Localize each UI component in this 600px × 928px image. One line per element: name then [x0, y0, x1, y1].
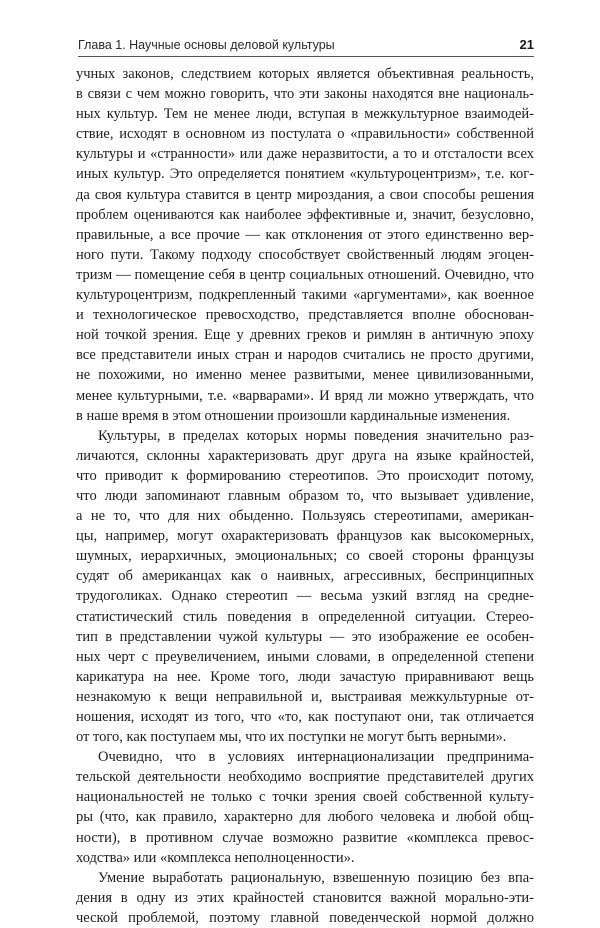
text-line: что приводит к формированию стереотипов. Это происходит потому, — [76, 467, 534, 484]
text-line: ного пути. Такому подходу способствует свойственный людям эгоцен- — [76, 246, 534, 263]
text-line: трудоголиках. Однако стереотип — весьма узкий взгляд на средне- — [76, 588, 534, 605]
text-line: не похожими, но именно менее развитыми, менее цивилизованными, — [76, 367, 534, 384]
text-line: ствие, исходят в основном из постулата о «правильности» собственной — [76, 126, 534, 143]
text-line: менее культурными, т.е. «варварами». И вряд ли можно утверждать, что — [76, 387, 534, 404]
text-line: цы, например, могут охарактеризовать французов как высокомерных, — [76, 528, 534, 545]
text-line: ной точкой зрения. Еще у древних греков и римлян в античную эпоху — [76, 327, 534, 344]
text-line: иных культур. Это определяется понятием «культуроцентризм», т.е. ког- — [76, 166, 534, 183]
text-line: Культуры, в пределах которых нормы поведения значительно раз- — [98, 427, 534, 444]
text-line: Умение выработать рациональную, взвешенную позицию без впа- — [98, 869, 534, 886]
text-line: ры (что, как правило, характерно для любого человека и любой общ- — [76, 809, 534, 826]
text-line: что люди запоминают главным образом то, что вызывает удивление, — [76, 487, 534, 504]
text-line: тельской деятельности необходимо восприятие представителей других — [76, 769, 534, 786]
text-line: ных черт с преувеличением, иными словами, в определенной степени — [76, 648, 534, 665]
text-line: национальностей не только с точки зрения своей собственной культу- — [76, 789, 534, 806]
text-line: от того, как поступаем мы, что их поступки не могут быть верными». — [76, 729, 507, 746]
text-line: незнакомую к вещи неправильной и, выстраивая межкультурные от- — [76, 688, 534, 705]
body-text — [76, 64, 534, 928]
text-line: в связи с чем можно говорить, что эти законы находятся вне националь- — [76, 86, 534, 103]
text-line: дения в одну из этих крайностей становится важной морально-эти- — [76, 889, 534, 906]
text-line: личаются, склонны характеризовать друг друга на языке крайностей, — [76, 447, 534, 464]
text-line: тип в представлении чужой культуры — это изображение ее особен- — [76, 628, 534, 645]
text-line: культуроцентризм, подкрепленный такими «аргументами», как военное — [76, 287, 534, 304]
text-line: Очевидно, что в условиях интернационализации предпринима- — [98, 749, 534, 766]
text-line: культуры и «странности» или даже неразвитости, а то и отсталости всех — [76, 146, 534, 163]
chapter-title: Глава 1. Научные основы деловой культуры — [78, 38, 335, 52]
page-number: 21 — [519, 37, 534, 52]
text-line: статистический стиль поведения в определенной ситуации. Стерео- — [76, 608, 534, 625]
text-line: все представители иных стран и народов считались не просто другими, — [76, 347, 534, 364]
text-line: ности), в противном случае возможно развитие «комплекса превос- — [76, 829, 534, 846]
text-line: правильные, а все прочие — как отклонения от этого единственно вер- — [76, 226, 534, 243]
running-header — [78, 30, 534, 57]
text-line: да своя культура ставится в центр мироздания, а свои способы решения — [76, 186, 534, 203]
text-line: шумных, иерархичных, эмоциональных; со своей стороны французы — [76, 548, 534, 565]
text-line: и технологическое превосходство, представляется вполне обоснован- — [76, 307, 534, 324]
text-line: карикатура на нее. Кроме того, люди зачастую приравнивают вещь — [76, 668, 534, 685]
text-line: в наше время в этом отношении произошли кардинальные изменения. — [76, 407, 511, 424]
text-line: тризм — помещение себя в центр социальных отношений. Очевидно, что — [76, 266, 534, 283]
text-line: ходства» или «комплекса неполноценности». — [76, 849, 355, 866]
text-line: ных культур. Тем не менее люди, вступая в межкультурное взаимодей- — [76, 106, 534, 123]
text-line: а не то, что для них обыденно. Пользуясь стереотипами, американ- — [76, 508, 534, 525]
text-line: ческой проблемой, поэтому главной поведенческой нормой должно — [76, 909, 534, 926]
text-line: ношения, исходят из того, что «то, как поступают они, так отличается — [76, 709, 534, 725]
text-line: проблем оцениваются как наиболее эффективные и, значит, безусловно, — [76, 206, 534, 223]
text-line: учных законов, следствием которых является объективная реальность, — [76, 66, 534, 82]
text-line: судят об американцах как о наивных, агрессивных, беспринципных — [76, 568, 534, 585]
